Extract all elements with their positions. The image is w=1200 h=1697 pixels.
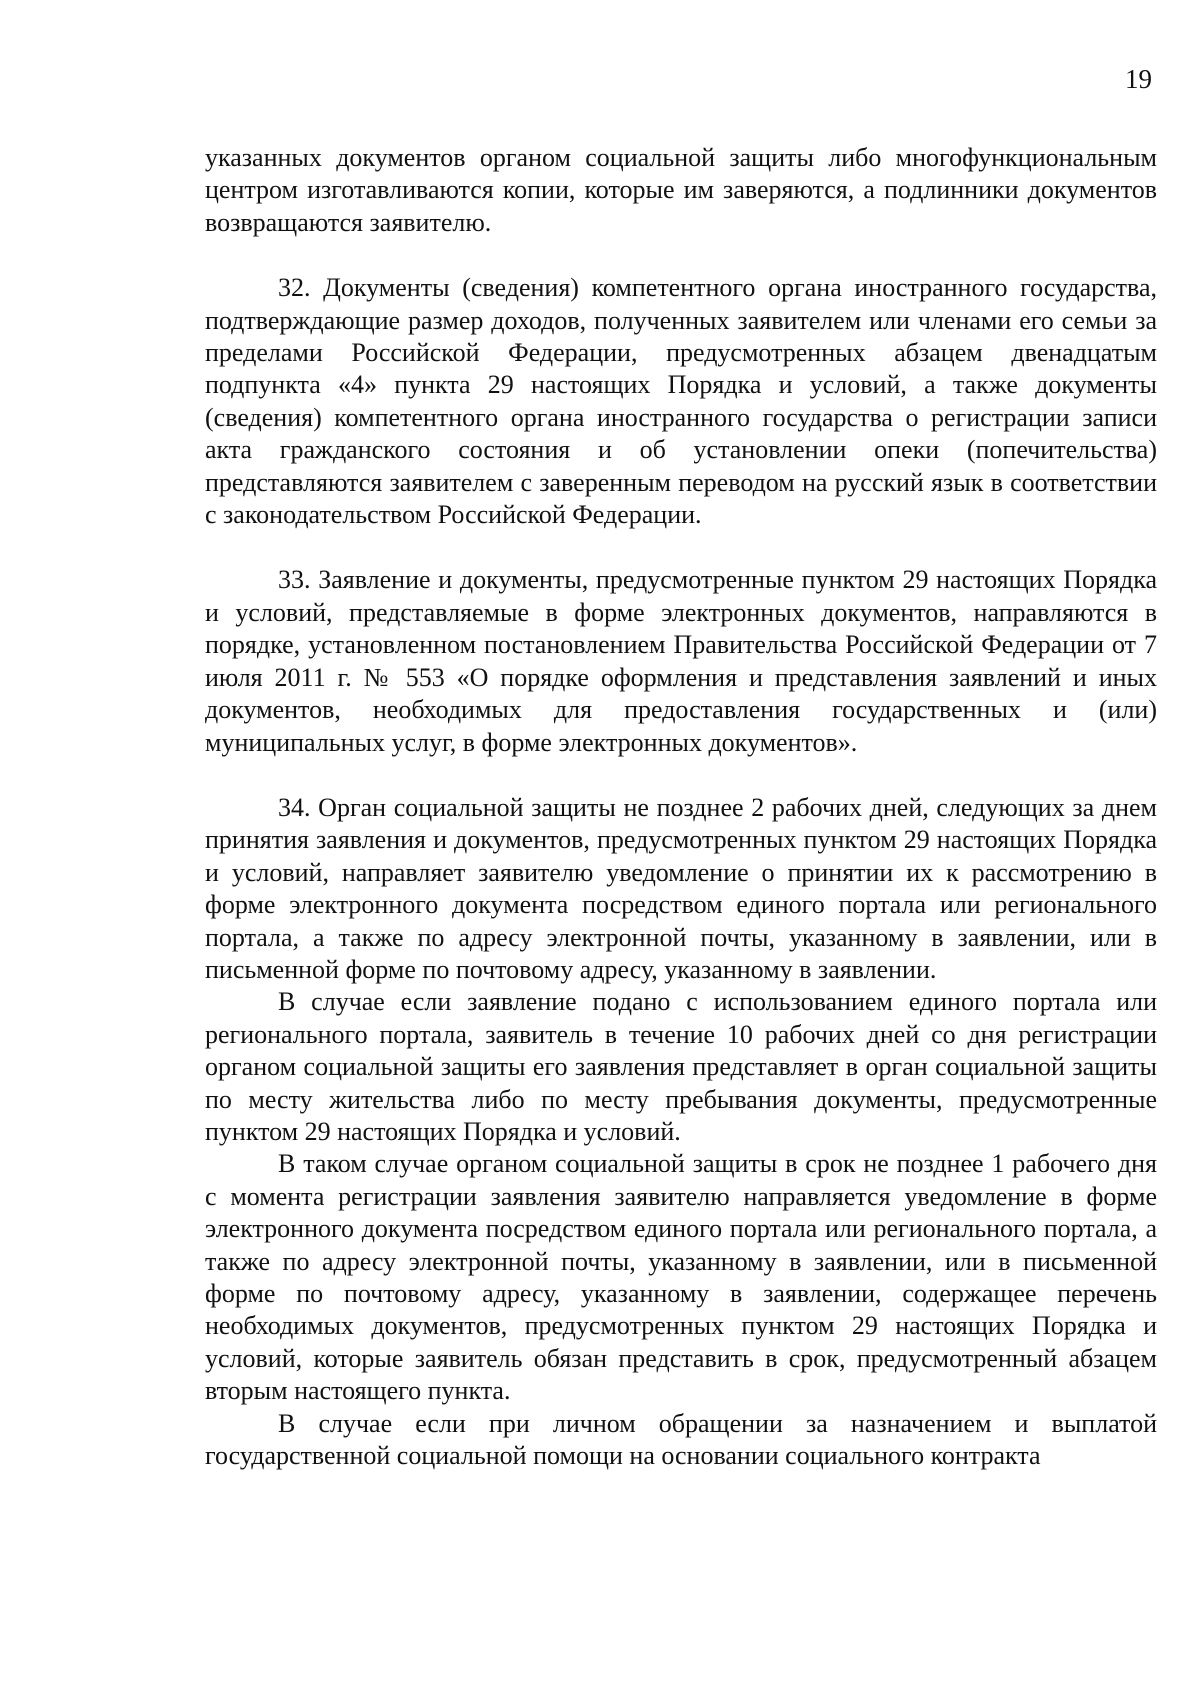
paragraph-item-34-part-2: В случае если заявление подано с использованием единого портала или регионального портала, заявитель в течение 10 рабочих дней со дня регистрации органом социальной защиты его заявления представляет в орган социальной защиты по месту жительства либо по месту пребывания документы, предусмотренные пунктом 29 настоящих Порядка и условий. (205, 987, 1157, 1146)
paragraph-item-33: 33. Заявление и документы, предусмотренные пунктом 29 настоящих Порядка и условий, представляемые в форме электронных документов, направляются в порядке, установленном постановлением Правительства Российской Федерации от 7 июля 2011 г. № 553 «О порядке оформления и представления заявлений и иных документов, необходимых для предоставления государственных и (или) муниципальных услуг, в форме электронных документов». (205, 565, 1157, 757)
paragraph-item-32: 32. Документы (сведения) компетентного органа иностранного государства, подтверждающие размер доходов, полученных заявителем или членами его семьи за пределами Российской Федерации, предусмотренных абзацем двенадцатым подпункта «4» пункта 29 настоящих Порядка и условий, а также документы (сведения) компетентного органа иностранного государства о регистрации записи акта гражданского состояния и об установлении опеки (попечительства) представляются заявителем с заверенным переводом на русский язык в соответствии с законодательством Российской Федерации. (205, 273, 1157, 530)
page-number: 19 (1125, 64, 1152, 94)
paragraph-continuation: указанных документов органом социальной защиты либо многофункциональным центром изготавливаются копии, которые им заверяются, а подлинники документов возвращаются заявителю. (205, 143, 1157, 237)
paragraph-item-34: 34. Орган социальной защиты не позднее 2 рабочих дней, следующих за днем принятия заявления и документов, предусмотренных пунктом 29 настоящих Порядка и условий, направляет заявителю уведомление о принятии их к рассмотрению в форме электронного документа посредством единого портала или регионального портала, а также по адресу электронной почты, указанному в заявлении, или в письменной форме по почтовому адресу, указанному в заявлении. (205, 792, 1157, 984)
document-body (205, 142, 1157, 1472)
paragraph-item-34-part-3: В таком случае органом социальной защиты в срок не позднее 1 рабочего дня с момента регистрации заявления заявителю направляется уведомление в форме электронного документа посредством единого портала или регионального портала, а также по адресу электронной почты, указанному в заявлении, или в письменной форме по почтовому адресу, указанному в заявлении, содержащее перечень необходимых документов, предусмотренных пунктом 29 настоящих Порядка и условий, которые заявитель обязан представить в срок, предусмотренный абзацем вторым настоящего пункта. (205, 1149, 1157, 1406)
paragraph-item-34-part-4: В случае если при личном обращении за назначением и выплатой государственной социальной помощи на основании социального контракта (205, 1408, 1157, 1471)
